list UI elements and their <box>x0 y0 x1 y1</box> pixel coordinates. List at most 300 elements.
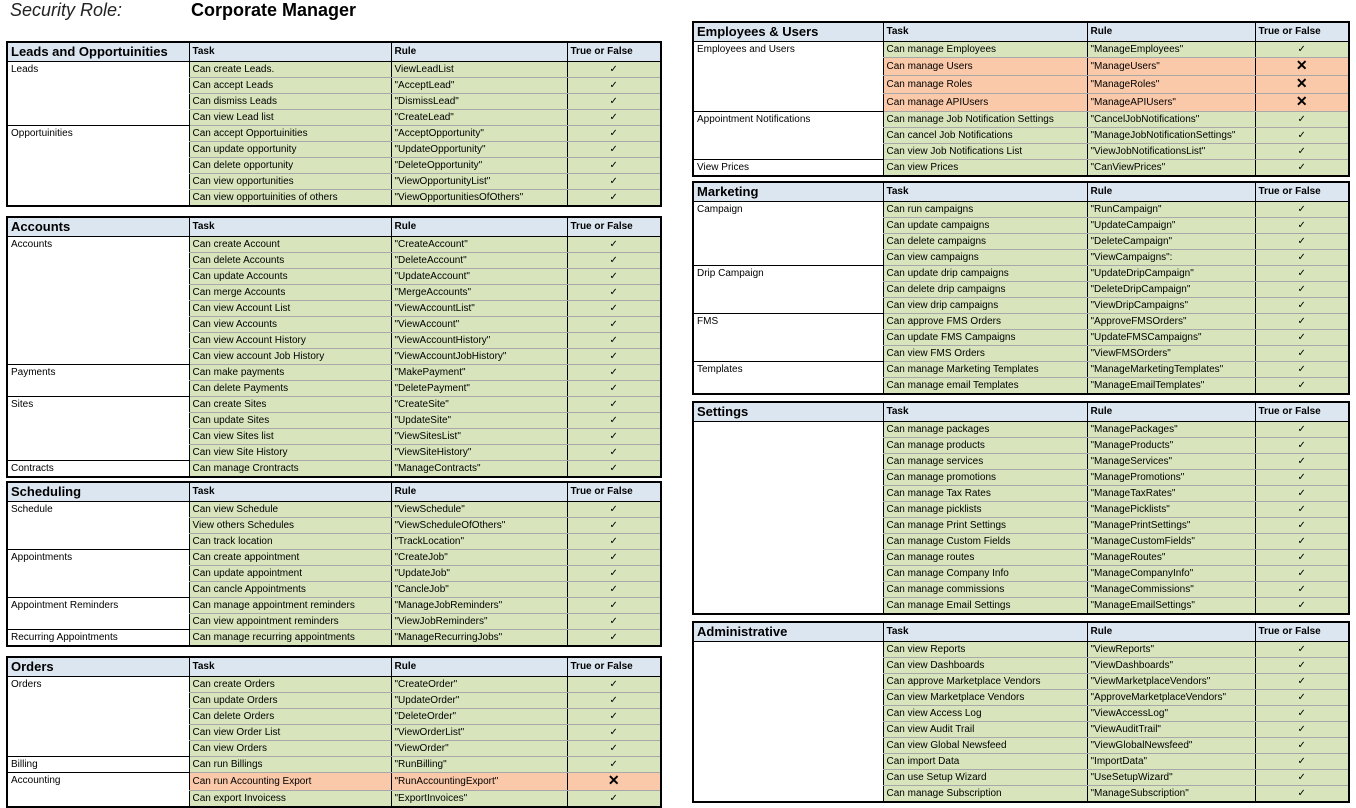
true-or-false-cell <box>1255 76 1349 94</box>
check-icon: ✓ <box>1297 676 1306 687</box>
task-cell: Can cancle Appointments <box>189 582 391 598</box>
task-cell: Can view Dashboards <box>883 658 1087 674</box>
category-label: FMS <box>693 314 883 362</box>
rule-cell: "DeleteOpportunity" <box>391 158 567 174</box>
check-icon: ✓ <box>1297 568 1306 579</box>
rule-cell: "ManageEmailTemplates" <box>1087 378 1255 395</box>
true-or-false-cell <box>1255 362 1349 378</box>
true-or-false-cell <box>1255 534 1349 550</box>
table-row <box>7 677 661 693</box>
task-cell: Can manage Marketing Templates <box>883 362 1087 378</box>
rule-cell: "ViewSitesList" <box>391 429 567 445</box>
check-icon: ✓ <box>609 552 618 563</box>
rule-cell: "UpdateOpportunity" <box>391 142 567 158</box>
rule-cell: "ViewGlobalNewsfeed" <box>1087 738 1255 754</box>
table-row <box>693 422 1349 438</box>
task-cell: Can create Leads. <box>189 62 391 78</box>
rule-cell: "ManageRecurringJobs" <box>391 630 567 647</box>
check-icon: ✓ <box>1297 584 1306 595</box>
task-cell: Can run Billings <box>189 757 391 773</box>
rule-cell: "CancelJobNotifications" <box>1087 112 1255 128</box>
true-or-false-cell <box>1255 314 1349 330</box>
true-or-false-cell <box>1255 582 1349 598</box>
rule-cell: "ManageTaxRates" <box>1087 486 1255 502</box>
rule-cell: "CreateOrder" <box>391 677 567 693</box>
task-cell: Can view Global Newsfeed <box>883 738 1087 754</box>
rule-cell: "UpdateAccount" <box>391 269 567 285</box>
rule-cell: "CancleJob" <box>391 582 567 598</box>
task-cell: Can view Sites list <box>189 429 391 445</box>
rule-cell: "UpdateOrder" <box>391 693 567 709</box>
sheet-header <box>10 0 690 22</box>
true-or-false-cell <box>567 301 661 317</box>
task-cell: Can view Schedule <box>189 502 391 518</box>
true-or-false-cell <box>1255 346 1349 362</box>
category-label: Payments <box>7 365 189 397</box>
true-or-false-cell <box>567 693 661 709</box>
task-cell: Can merge Accounts <box>189 285 391 301</box>
table-row <box>693 42 1349 58</box>
column-header-true-or-false: True or False <box>1255 402 1349 422</box>
rule-cell: "ViewReports" <box>1087 642 1255 658</box>
column-header-task: Task <box>189 217 391 237</box>
security-role-label: Security Role: <box>10 0 123 20</box>
true-or-false-cell <box>567 237 661 253</box>
check-icon: ✓ <box>1297 220 1306 231</box>
column-header-true-or-false: True or False <box>567 657 661 677</box>
rule-cell: "ManageCommissions" <box>1087 582 1255 598</box>
rule-cell: "ViewJobReminders" <box>391 614 567 630</box>
task-cell: Can manage Users <box>883 58 1087 76</box>
true-or-false-cell <box>1255 112 1349 128</box>
true-or-false-cell <box>567 791 661 808</box>
task-cell: Can update FMS Campaigns <box>883 330 1087 346</box>
true-or-false-cell <box>1255 738 1349 754</box>
task-cell: Can track location <box>189 534 391 550</box>
cross-icon: ✕ <box>1295 75 1308 91</box>
rule-cell: "RunBilling" <box>391 757 567 773</box>
check-icon: ✓ <box>1297 114 1306 125</box>
category-label: View Prices <box>693 160 883 177</box>
task-cell: Can update Accounts <box>189 269 391 285</box>
true-or-false-cell <box>1255 454 1349 470</box>
true-or-false-cell <box>1255 282 1349 298</box>
task-cell: Can run Accounting Export <box>189 773 391 791</box>
rule-cell: "ManageJobNotificationSettings" <box>1087 128 1255 144</box>
category-label: Appointment Reminders <box>7 598 189 630</box>
rule-cell: "CreateSite" <box>391 397 567 413</box>
check-icon: ✓ <box>1297 756 1306 767</box>
rule-cell: "ViewOrder" <box>391 741 567 757</box>
true-or-false-cell <box>1255 598 1349 615</box>
rule-cell: "ExportInvoices" <box>391 791 567 808</box>
task-cell: Can manage packages <box>883 422 1087 438</box>
true-or-false-cell <box>567 62 661 78</box>
task-cell: Can view Order List <box>189 725 391 741</box>
rule-cell: "ManagePrintSettings" <box>1087 518 1255 534</box>
task-cell: Can make payments <box>189 365 391 381</box>
true-or-false-cell <box>567 741 661 757</box>
check-icon: ✓ <box>1297 130 1306 141</box>
check-icon: ✓ <box>609 144 618 155</box>
task-cell: Can manage products <box>883 438 1087 454</box>
check-icon: ✓ <box>1297 440 1306 451</box>
rule-cell: "RunAccountingExport" <box>391 773 567 791</box>
rule-cell: "ManageCustomFields" <box>1087 534 1255 550</box>
column-header-true-or-false: True or False <box>567 217 661 237</box>
true-or-false-cell <box>1255 566 1349 582</box>
rule-cell: "UseSetupWizard" <box>1087 770 1255 786</box>
task-cell: Can manage Crontracts <box>189 461 391 478</box>
task-cell: Can use Setup Wizard <box>883 770 1087 786</box>
task-cell: Can view Site History <box>189 445 391 461</box>
category-label: Appointments <box>7 550 189 598</box>
column-header-task: Task <box>883 402 1087 422</box>
table-row <box>693 266 1349 282</box>
table-row <box>693 642 1349 658</box>
section-title: Settings <box>693 402 883 422</box>
category-label: Schedule <box>7 502 189 550</box>
category-label: Accounts <box>7 237 189 365</box>
section-title: Marketing <box>693 182 883 202</box>
true-or-false-cell <box>567 614 661 630</box>
column-header-rule: Rule <box>391 657 567 677</box>
task-cell: Can manage Tax Rates <box>883 486 1087 502</box>
check-icon: ✓ <box>1297 236 1306 247</box>
task-cell: Can view Prices <box>883 160 1087 177</box>
true-or-false-cell <box>567 598 661 614</box>
task-cell: Can view Orders <box>189 741 391 757</box>
check-icon: ✓ <box>1297 424 1306 435</box>
rule-cell: "ManagePicklists" <box>1087 502 1255 518</box>
rule-cell: "ManagePackages" <box>1087 422 1255 438</box>
column-header-task: Task <box>883 182 1087 202</box>
true-or-false-cell <box>1255 202 1349 218</box>
table-row <box>7 773 661 791</box>
column-header-true-or-false: True or False <box>567 42 661 62</box>
true-or-false-cell <box>567 566 661 582</box>
check-icon: ✓ <box>1297 660 1306 671</box>
rule-cell: "DismissLead" <box>391 94 567 110</box>
rule-cell: "ViewAuditTrail" <box>1087 722 1255 738</box>
task-cell: Can export Invoicess <box>189 791 391 808</box>
column-header-rule: Rule <box>1087 22 1255 42</box>
true-or-false-cell <box>1255 786 1349 803</box>
task-cell: Can manage Email Settings <box>883 598 1087 615</box>
check-icon: ✓ <box>609 319 618 330</box>
table-row <box>7 397 661 413</box>
check-icon: ✓ <box>1297 268 1306 279</box>
task-cell: Can accept Leads <box>189 78 391 94</box>
check-icon: ✓ <box>609 695 618 706</box>
task-cell: Can delete opportunity <box>189 158 391 174</box>
check-icon: ✓ <box>609 383 618 394</box>
check-icon: ✓ <box>1297 332 1306 343</box>
check-icon: ✓ <box>609 351 618 362</box>
true-or-false-cell <box>567 757 661 773</box>
true-or-false-cell <box>567 381 661 397</box>
rule-cell: "ViewJobNotificationsList" <box>1087 144 1255 160</box>
column-header-rule: Rule <box>1087 402 1255 422</box>
section-accounts <box>6 216 662 478</box>
task-cell: Can import Data <box>883 754 1087 770</box>
column-header-task: Task <box>883 622 1087 642</box>
column-header-true-or-false: True or False <box>1255 22 1349 42</box>
table-row <box>7 550 661 566</box>
category-label: Recurring Appointments <box>7 630 189 647</box>
task-cell: Can manage picklists <box>883 502 1087 518</box>
table-row <box>693 314 1349 330</box>
category-label: Sites <box>7 397 189 461</box>
task-cell: Can manage Custom Fields <box>883 534 1087 550</box>
check-icon: ✓ <box>609 128 618 139</box>
task-cell: Can create appointment <box>189 550 391 566</box>
check-icon: ✓ <box>609 632 618 643</box>
category-label <box>693 422 883 615</box>
category-label: Campaign <box>693 202 883 266</box>
rule-cell: "ViewAccountJobHistory" <box>391 349 567 365</box>
category-label: Leads <box>7 62 189 126</box>
category-label: Drip Campaign <box>693 266 883 314</box>
rule-cell: "ViewMarketplaceVendors" <box>1087 674 1255 690</box>
rule-cell: "ManageServices" <box>1087 454 1255 470</box>
true-or-false-cell <box>1255 550 1349 566</box>
rule-cell: "ManageMarketingTemplates" <box>1087 362 1255 378</box>
check-icon: ✓ <box>609 679 618 690</box>
true-or-false-cell <box>567 397 661 413</box>
check-icon: ✓ <box>1297 364 1306 375</box>
rule-cell: "CanViewPrices" <box>1087 160 1255 177</box>
task-cell: Can accept Opportuinities <box>189 126 391 142</box>
rule-cell: "ManageContracts" <box>391 461 567 478</box>
check-icon: ✓ <box>1297 772 1306 783</box>
task-cell: Can manage routes <box>883 550 1087 566</box>
check-icon: ✓ <box>609 192 618 203</box>
rule-cell: "ViewDashboards" <box>1087 658 1255 674</box>
rule-cell: "ImportData" <box>1087 754 1255 770</box>
column-header-true-or-false: True or False <box>1255 622 1349 642</box>
true-or-false-cell <box>1255 706 1349 722</box>
task-cell: Can view opportuinities of others <box>189 190 391 207</box>
check-icon: ✓ <box>1297 692 1306 703</box>
column-header-task: Task <box>189 42 391 62</box>
task-cell: Can view Reports <box>883 642 1087 658</box>
column-header-true-or-false: True or False <box>1255 182 1349 202</box>
true-or-false-cell <box>1255 160 1349 177</box>
check-icon: ✓ <box>609 303 618 314</box>
task-cell: Can view Job Notifications List <box>883 144 1087 160</box>
check-icon: ✓ <box>609 80 618 91</box>
true-or-false-cell <box>567 269 661 285</box>
task-cell: Can create Orders <box>189 677 391 693</box>
rule-cell: "RunCampaign" <box>1087 202 1255 218</box>
true-or-false-cell <box>567 773 661 791</box>
check-icon: ✓ <box>1297 472 1306 483</box>
task-cell: Can view campaigns <box>883 250 1087 266</box>
table-row <box>7 598 661 614</box>
section-title: Scheduling <box>7 482 189 502</box>
rule-cell: "AcceptOpportunity" <box>391 126 567 142</box>
check-icon: ✓ <box>609 520 618 531</box>
task-cell: Can manage commissions <box>883 582 1087 598</box>
rule-cell: "ViewAccount" <box>391 317 567 333</box>
section-administrative <box>692 621 1350 803</box>
check-icon: ✓ <box>1297 724 1306 735</box>
true-or-false-cell <box>1255 502 1349 518</box>
task-cell: Can create Sites <box>189 397 391 413</box>
rule-cell: "ViewAccountHistory" <box>391 333 567 349</box>
check-icon: ✓ <box>1297 300 1306 311</box>
task-cell: Can create Account <box>189 237 391 253</box>
rule-cell: "CreateAccount" <box>391 237 567 253</box>
cross-icon: ✕ <box>1295 93 1308 109</box>
true-or-false-cell <box>567 142 661 158</box>
task-cell: Can manage APIUsers <box>883 94 1087 112</box>
true-or-false-cell <box>567 94 661 110</box>
table-row <box>693 202 1349 218</box>
section-scheduling <box>6 481 662 647</box>
rule-cell: "DeleteOrder" <box>391 709 567 725</box>
check-icon: ✓ <box>609 239 618 250</box>
check-icon: ✓ <box>1297 504 1306 515</box>
category-label: Opportuinities <box>7 126 189 207</box>
task-cell: Can update opportunity <box>189 142 391 158</box>
true-or-false-cell <box>567 285 661 301</box>
true-or-false-cell <box>567 253 661 269</box>
check-icon: ✓ <box>1297 708 1306 719</box>
category-label: Templates <box>693 362 883 395</box>
task-cell: Can manage recurring appointments <box>189 630 391 647</box>
true-or-false-cell <box>1255 266 1349 282</box>
true-or-false-cell <box>1255 378 1349 395</box>
check-icon: ✓ <box>609 287 618 298</box>
section-title: Accounts <box>7 217 189 237</box>
check-icon: ✓ <box>1297 536 1306 547</box>
task-cell: Can view Audit Trail <box>883 722 1087 738</box>
task-cell: Can view Accounts <box>189 317 391 333</box>
check-icon: ✓ <box>1297 284 1306 295</box>
rule-cell: "ViewCampaigns": <box>1087 250 1255 266</box>
rule-cell: "UpdateCampaign" <box>1087 218 1255 234</box>
check-icon: ✓ <box>609 176 618 187</box>
rule-cell: "DeletePayment" <box>391 381 567 397</box>
task-cell: Can update drip campaigns <box>883 266 1087 282</box>
task-cell: Can update appointment <box>189 566 391 582</box>
true-or-false-cell <box>1255 754 1349 770</box>
check-icon: ✓ <box>609 431 618 442</box>
true-or-false-cell <box>1255 722 1349 738</box>
check-icon: ✓ <box>1297 204 1306 215</box>
check-icon: ✓ <box>1297 146 1306 157</box>
rule-cell: "ApproveFMSOrders" <box>1087 314 1255 330</box>
check-icon: ✓ <box>609 255 618 266</box>
rule-cell: ViewLeadList <box>391 62 567 78</box>
column-header-rule: Rule <box>391 217 567 237</box>
rule-cell: "ManageRoles" <box>1087 76 1255 94</box>
true-or-false-cell <box>1255 144 1349 160</box>
true-or-false-cell <box>567 582 661 598</box>
rule-cell: "ManageEmailSettings" <box>1087 598 1255 615</box>
rule-cell: "ApproveMarketplaceVendors" <box>1087 690 1255 706</box>
true-or-false-cell <box>1255 94 1349 112</box>
check-icon: ✓ <box>1297 44 1306 55</box>
check-icon: ✓ <box>1297 162 1306 173</box>
table-row <box>7 461 661 478</box>
check-icon: ✓ <box>1297 520 1306 531</box>
section-title: Orders <box>7 657 189 677</box>
check-icon: ✓ <box>609 367 618 378</box>
true-or-false-cell <box>567 709 661 725</box>
task-cell: Can delete drip campaigns <box>883 282 1087 298</box>
rule-cell: "UpdateJob" <box>391 566 567 582</box>
true-or-false-cell <box>1255 438 1349 454</box>
task-cell: Can update campaigns <box>883 218 1087 234</box>
true-or-false-cell <box>567 445 661 461</box>
cross-icon: ✕ <box>607 772 620 788</box>
rule-cell: "DeleteAccount" <box>391 253 567 269</box>
section-marketing <box>692 181 1350 395</box>
column-header-rule: Rule <box>391 482 567 502</box>
check-icon: ✓ <box>1297 600 1306 611</box>
true-or-false-cell <box>1255 234 1349 250</box>
task-cell: Can delete Payments <box>189 381 391 397</box>
column-header-task: Task <box>883 22 1087 42</box>
table-row <box>693 362 1349 378</box>
check-icon: ✓ <box>609 399 618 410</box>
column-header-task: Task <box>189 657 391 677</box>
task-cell: Can view Account History <box>189 333 391 349</box>
true-or-false-cell <box>567 110 661 126</box>
column-header-rule: Rule <box>1087 622 1255 642</box>
task-cell: Can manage appointment reminders <box>189 598 391 614</box>
task-cell: Can manage Company Info <box>883 566 1087 582</box>
security-role-value: Corporate Manager <box>191 0 357 20</box>
true-or-false-cell <box>1255 128 1349 144</box>
true-or-false-cell <box>567 502 661 518</box>
task-cell: Can delete Accounts <box>189 253 391 269</box>
rule-cell: "ViewOpportunityList" <box>391 174 567 190</box>
true-or-false-cell <box>1255 642 1349 658</box>
section-title: Administrative <box>693 622 883 642</box>
check-icon: ✓ <box>609 96 618 107</box>
table-row <box>7 237 661 253</box>
rule-cell: "CreateLead" <box>391 110 567 126</box>
task-cell: Can manage promotions <box>883 470 1087 486</box>
rule-cell: "ViewAccessLog" <box>1087 706 1255 722</box>
true-or-false-cell <box>567 190 661 207</box>
check-icon: ✓ <box>609 793 618 804</box>
task-cell: Can manage Print Settings <box>883 518 1087 534</box>
true-or-false-cell <box>567 78 661 94</box>
true-or-false-cell <box>1255 330 1349 346</box>
rule-cell: "ViewSiteHistory" <box>391 445 567 461</box>
check-icon: ✓ <box>609 711 618 722</box>
rule-cell: "AcceptLead" <box>391 78 567 94</box>
true-or-false-cell <box>1255 422 1349 438</box>
category-label: Billing <box>7 757 189 773</box>
rule-cell: "TrackLocation" <box>391 534 567 550</box>
rule-cell: "ViewDripCampaigns" <box>1087 298 1255 314</box>
table-row <box>7 126 661 142</box>
task-cell: Can view opportunities <box>189 174 391 190</box>
check-icon: ✓ <box>609 447 618 458</box>
true-or-false-cell <box>567 349 661 365</box>
column-header-rule: Rule <box>391 42 567 62</box>
check-icon: ✓ <box>609 504 618 515</box>
task-cell: Can update Orders <box>189 693 391 709</box>
column-header-task: Task <box>189 482 391 502</box>
true-or-false-cell <box>1255 470 1349 486</box>
